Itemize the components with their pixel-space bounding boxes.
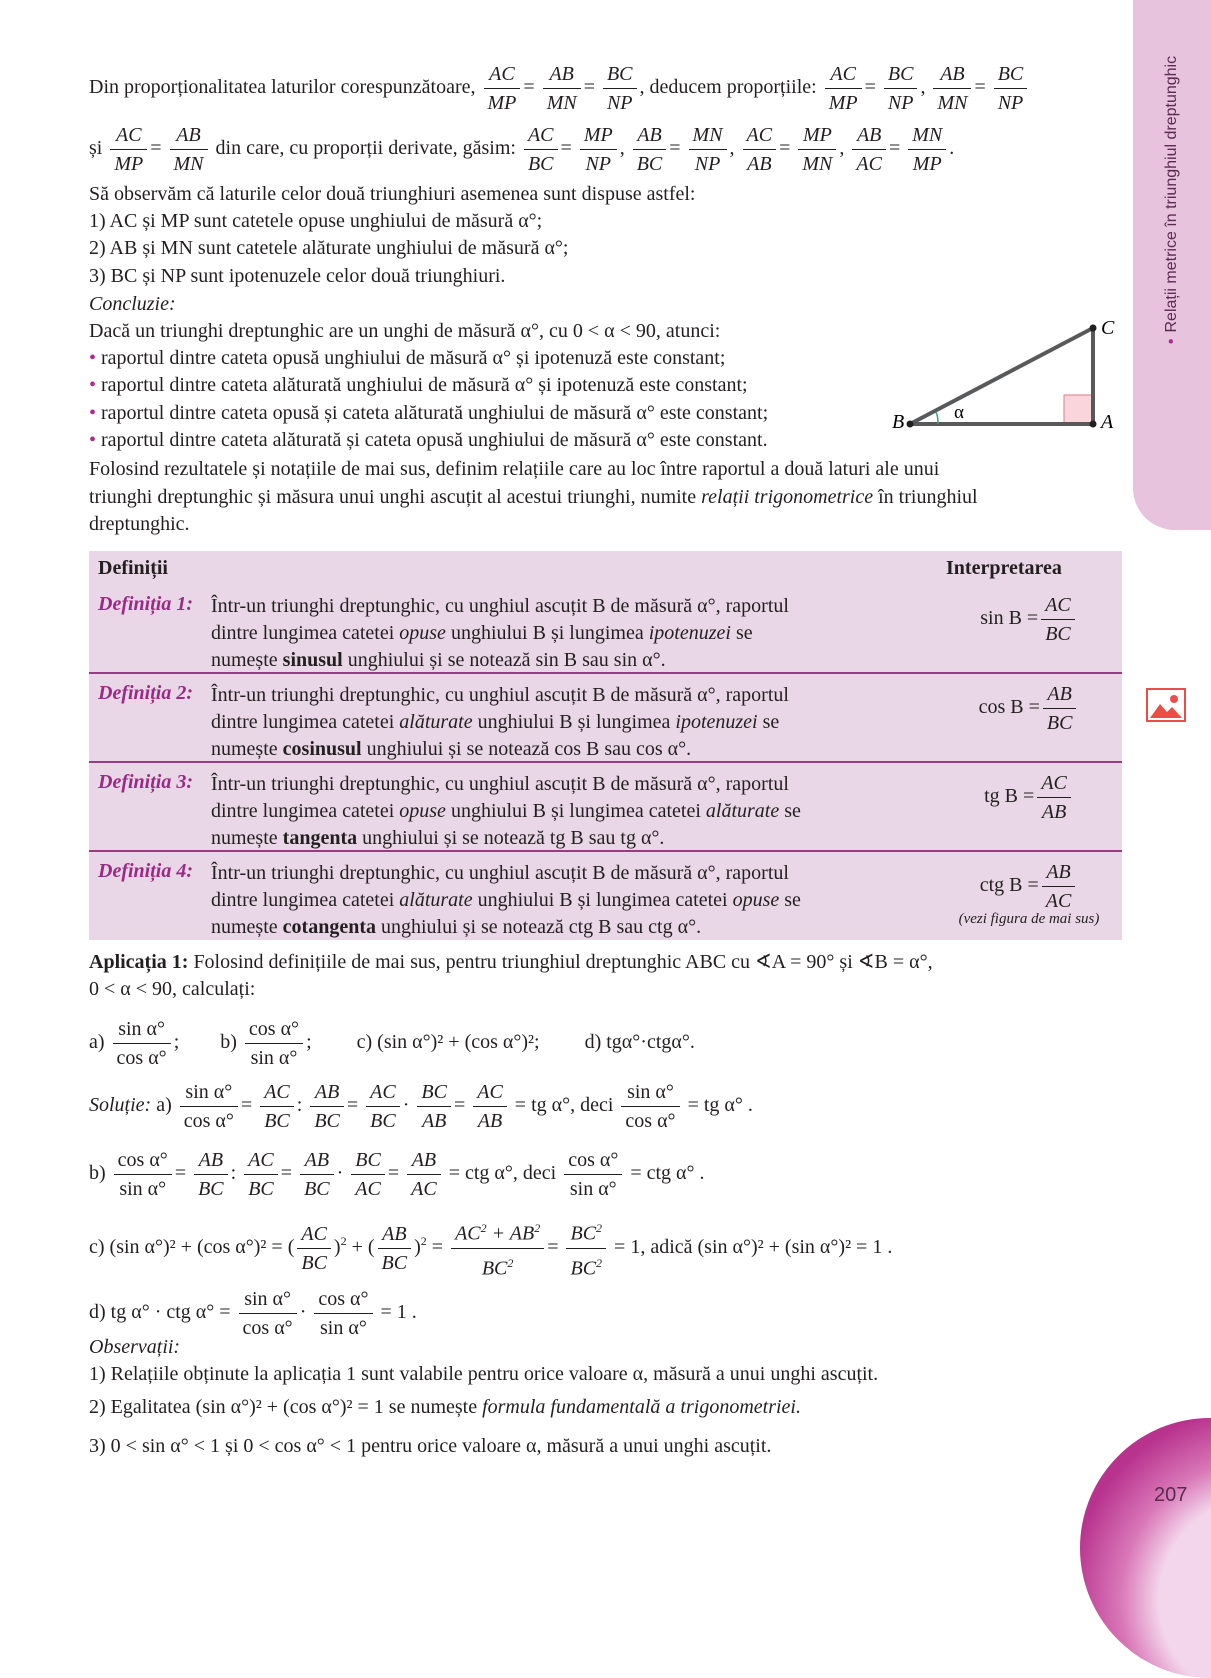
intro-line-6: 3) BC și NP sunt ipotenuzele celor două triunghiuri.: [89, 265, 506, 287]
intro-line-4: 1) AC și MP sunt catetele opuse unghiului de măsură α°;: [89, 210, 543, 232]
solution-c: c) (sin α°)² + (cos α°)² = ( $\frac{AC}{BC}$ )$^2$ + ( $\frac{AB}{BC}$ )$^2$ = $\frac{AC^2 + AB^2}{BC^2}$ = $\frac{BC^2}{BC^2}$ = 1, adică (sin α°)² + (sin α°)² = 1 .: [89, 1214, 892, 1282]
definition-row: Definiția 3: Într-un triunghi dreptunghic, cu unghiul ascuțit B de măsură α°, raportul dintre lungimea catetei opuse unghiului B și lungimea catetei alăturate se numește tangenta unghiului și se notează tg B sau tg α°. tg B = $\frac{AC}{AB}$: [89, 763, 1122, 852]
definition-row: Definiția 4: Într-un triunghi dreptunghic, cu unghiul ascuțit B de măsură α°, raportul dintre lungimea catetei alăturate unghiului B și lungimea catetei opuse se numește cotangenta unghiului și se notează ctg B sau ctg α°. ctg B = $\frac{AB}{AC}$ (vezi figura de mai sus): [89, 852, 1122, 940]
figure-reference-note: (vezi figura de mai sus): [958, 911, 1100, 927]
intro-line-3: Să observăm că laturile celor două triunghiuri asemenea sunt dispuse astfel:: [89, 183, 696, 205]
observation-3: 3) 0 < sin α° < 1 și 0 < cos α° < 1 pentru orice valoare α, măsură a unui unghi ascuțit.: [89, 1435, 772, 1457]
observation-2: 2) Egalitatea (sin α°)² + (cos α°)² = 1 se numește formula fundamentală a trigonometriei.: [89, 1396, 801, 1418]
definition-row: Definiția 1: Într-un triunghi dreptunghic, cu unghiul ascuțit B de măsură α°, raportul dintre lungimea catetei opuse unghiului B și lungimea ipotenuzei se numește sinusul unghiului și se notează sin B sau sin α°. sin B = $\frac{AC}{BC}$: [89, 585, 1122, 674]
header-definitions: Definiții: [98, 557, 168, 579]
intro-line-5: 2) AB și MN sunt catetele alăturate unghiului de măsură α°;: [89, 237, 569, 259]
page-number: 207: [1154, 1484, 1188, 1506]
solution-d: d) tg α° · ctg α° = $\frac{\text{sin α°}}{\text{cos α°}}$ · $\frac{\text{cos α°}}{\text{sin α°}}$ = 1 .: [89, 1285, 417, 1342]
observations-label: Observații:: [89, 1336, 181, 1358]
image-gallery-icon[interactable]: [1146, 688, 1186, 722]
observation-1: 1) Relațiile obținute la aplicația 1 sunt valabile pentru orice valoare α, măsură a unui unghi ascuțit.: [89, 1363, 879, 1385]
conclusion-text: Dacă un triunghi dreptunghic are un unghi de măsură α°, cu 0 < α < 90, atunci:: [89, 320, 721, 342]
vertex-label-a: A: [1101, 411, 1114, 433]
intro-line-1: Din proporționalitatea laturilor corespunzătoare, $\frac{AC}{MP}$ = $\frac{AB}{MN}$ = $\frac{BC}{NP}$ , deducem proporțiile: $\frac{AC}{MP}$ = $\frac{BC}{NP}$ , $\frac{AB}{MN}$ = $\frac{BC}{NP}$: [89, 60, 1030, 117]
header-interpretation: Interpretarea: [946, 557, 1062, 579]
bullet-3: • raportul dintre cateta opusă și cateta alăturată unghiului de măsură α° este constant;: [89, 402, 769, 424]
definitions-table: [89, 551, 1122, 940]
bullet-1: • raportul dintre cateta opusă unghiului de măsură α° și ipotenuză este constant;: [89, 347, 726, 369]
vertex-label-b: B: [892, 411, 905, 433]
solution-b: b) $\frac{\text{cos α°}}{\text{sin α°}}$ = $\frac{AB}{BC}$ : $\frac{AC}{BC}$ = $\frac{AB}{BC}$ · $\frac{BC}{AC}$ = $\frac{AB}{AC}$ = ctg α°, deci $\frac{\text{cos α°}}{\text{sin α°}}$ = ctg α° .: [89, 1146, 705, 1203]
bullet-4: • raportul dintre cateta alăturată și cateta opusă unghiului de măsură α° este constant.: [89, 429, 768, 451]
definitions-header: [89, 551, 1122, 585]
angle-label-alpha: α: [954, 402, 964, 423]
paragraph-line-2: triunghi dreptunghic și măsura unui unghi ascuțit al acestui triunghi, numite relații trigonometrice în triunghiul: [89, 486, 978, 508]
paragraph-line-3: dreptunghic.: [89, 513, 190, 535]
vertex-label-c: C: [1101, 318, 1115, 339]
paragraph-line-1: Folosind rezultatele și notațiile de mai sus, definim relațiile care au loc între raportul a două laturi ale unui: [89, 458, 940, 480]
chapter-title: •Relații metrice în triunghiul dreptunghic: [1163, 55, 1180, 345]
page-corner-decoration: [1080, 1418, 1211, 1678]
solution-a: Soluție: a) $\frac{\text{sin α°}}{\text{cos α°}}$ = $\frac{AC}{BC}$ : $\frac{AB}{BC}$ = $\frac{AC}{BC}$ · $\frac{BC}{AB}$ = $\frac{AC}{AB}$ = tg α°, deci $\frac{\text{sin α°}}{\text{cos α°}}$ = tg α° .: [89, 1078, 753, 1135]
application-statement-2: 0 < α < 90, calculați:: [89, 978, 256, 1000]
intro-line-2: și $\frac{AC}{MP}$ = $\frac{AB}{MN}$ din care, cu proporții derivate, găsim: $\frac{AC}{BC}$ = $\frac{MP}{NP}$ , $\frac{AB}{BC}$ = $\frac{MN}{NP}$ , $\frac{AC}{AB}$ = $\frac{MP}{MN}$ , $\frac{AB}{AC}$ = $\frac{MN}{MP}$ .: [89, 121, 954, 178]
conclusion-label: Concluzie:: [89, 293, 176, 315]
definition-row: Definiția 2: Într-un triunghi dreptunghic, cu unghiul ascuțit B de măsură α°, raportul dintre lungimea catetei alăturate unghiului B și lungimea ipotenuzei se numește cosinusul unghiului și se notează cos B sau cos α°. cos B = $\frac{AB}{BC}$: [89, 674, 1122, 763]
right-triangle-figure: [888, 318, 1128, 438]
application-tasks: a) $\frac{\text{sin α°}}{\text{cos α°}}$ ; b) $\frac{\text{cos α°}}{\text{sin α°}}$ ; c) (sin α°)² + (cos α°)²; d) tgα°·ctgα°.: [89, 1015, 695, 1072]
bullet-2: • raportul dintre cateta alăturată unghiului de măsură α° și ipotenuză este constant;: [89, 374, 748, 396]
application-statement: Aplicația 1: Folosind definițiile de mai sus, pentru triunghiul dreptunghic ABC cu ∢A = 90° și ∢B = α°,: [89, 951, 933, 973]
